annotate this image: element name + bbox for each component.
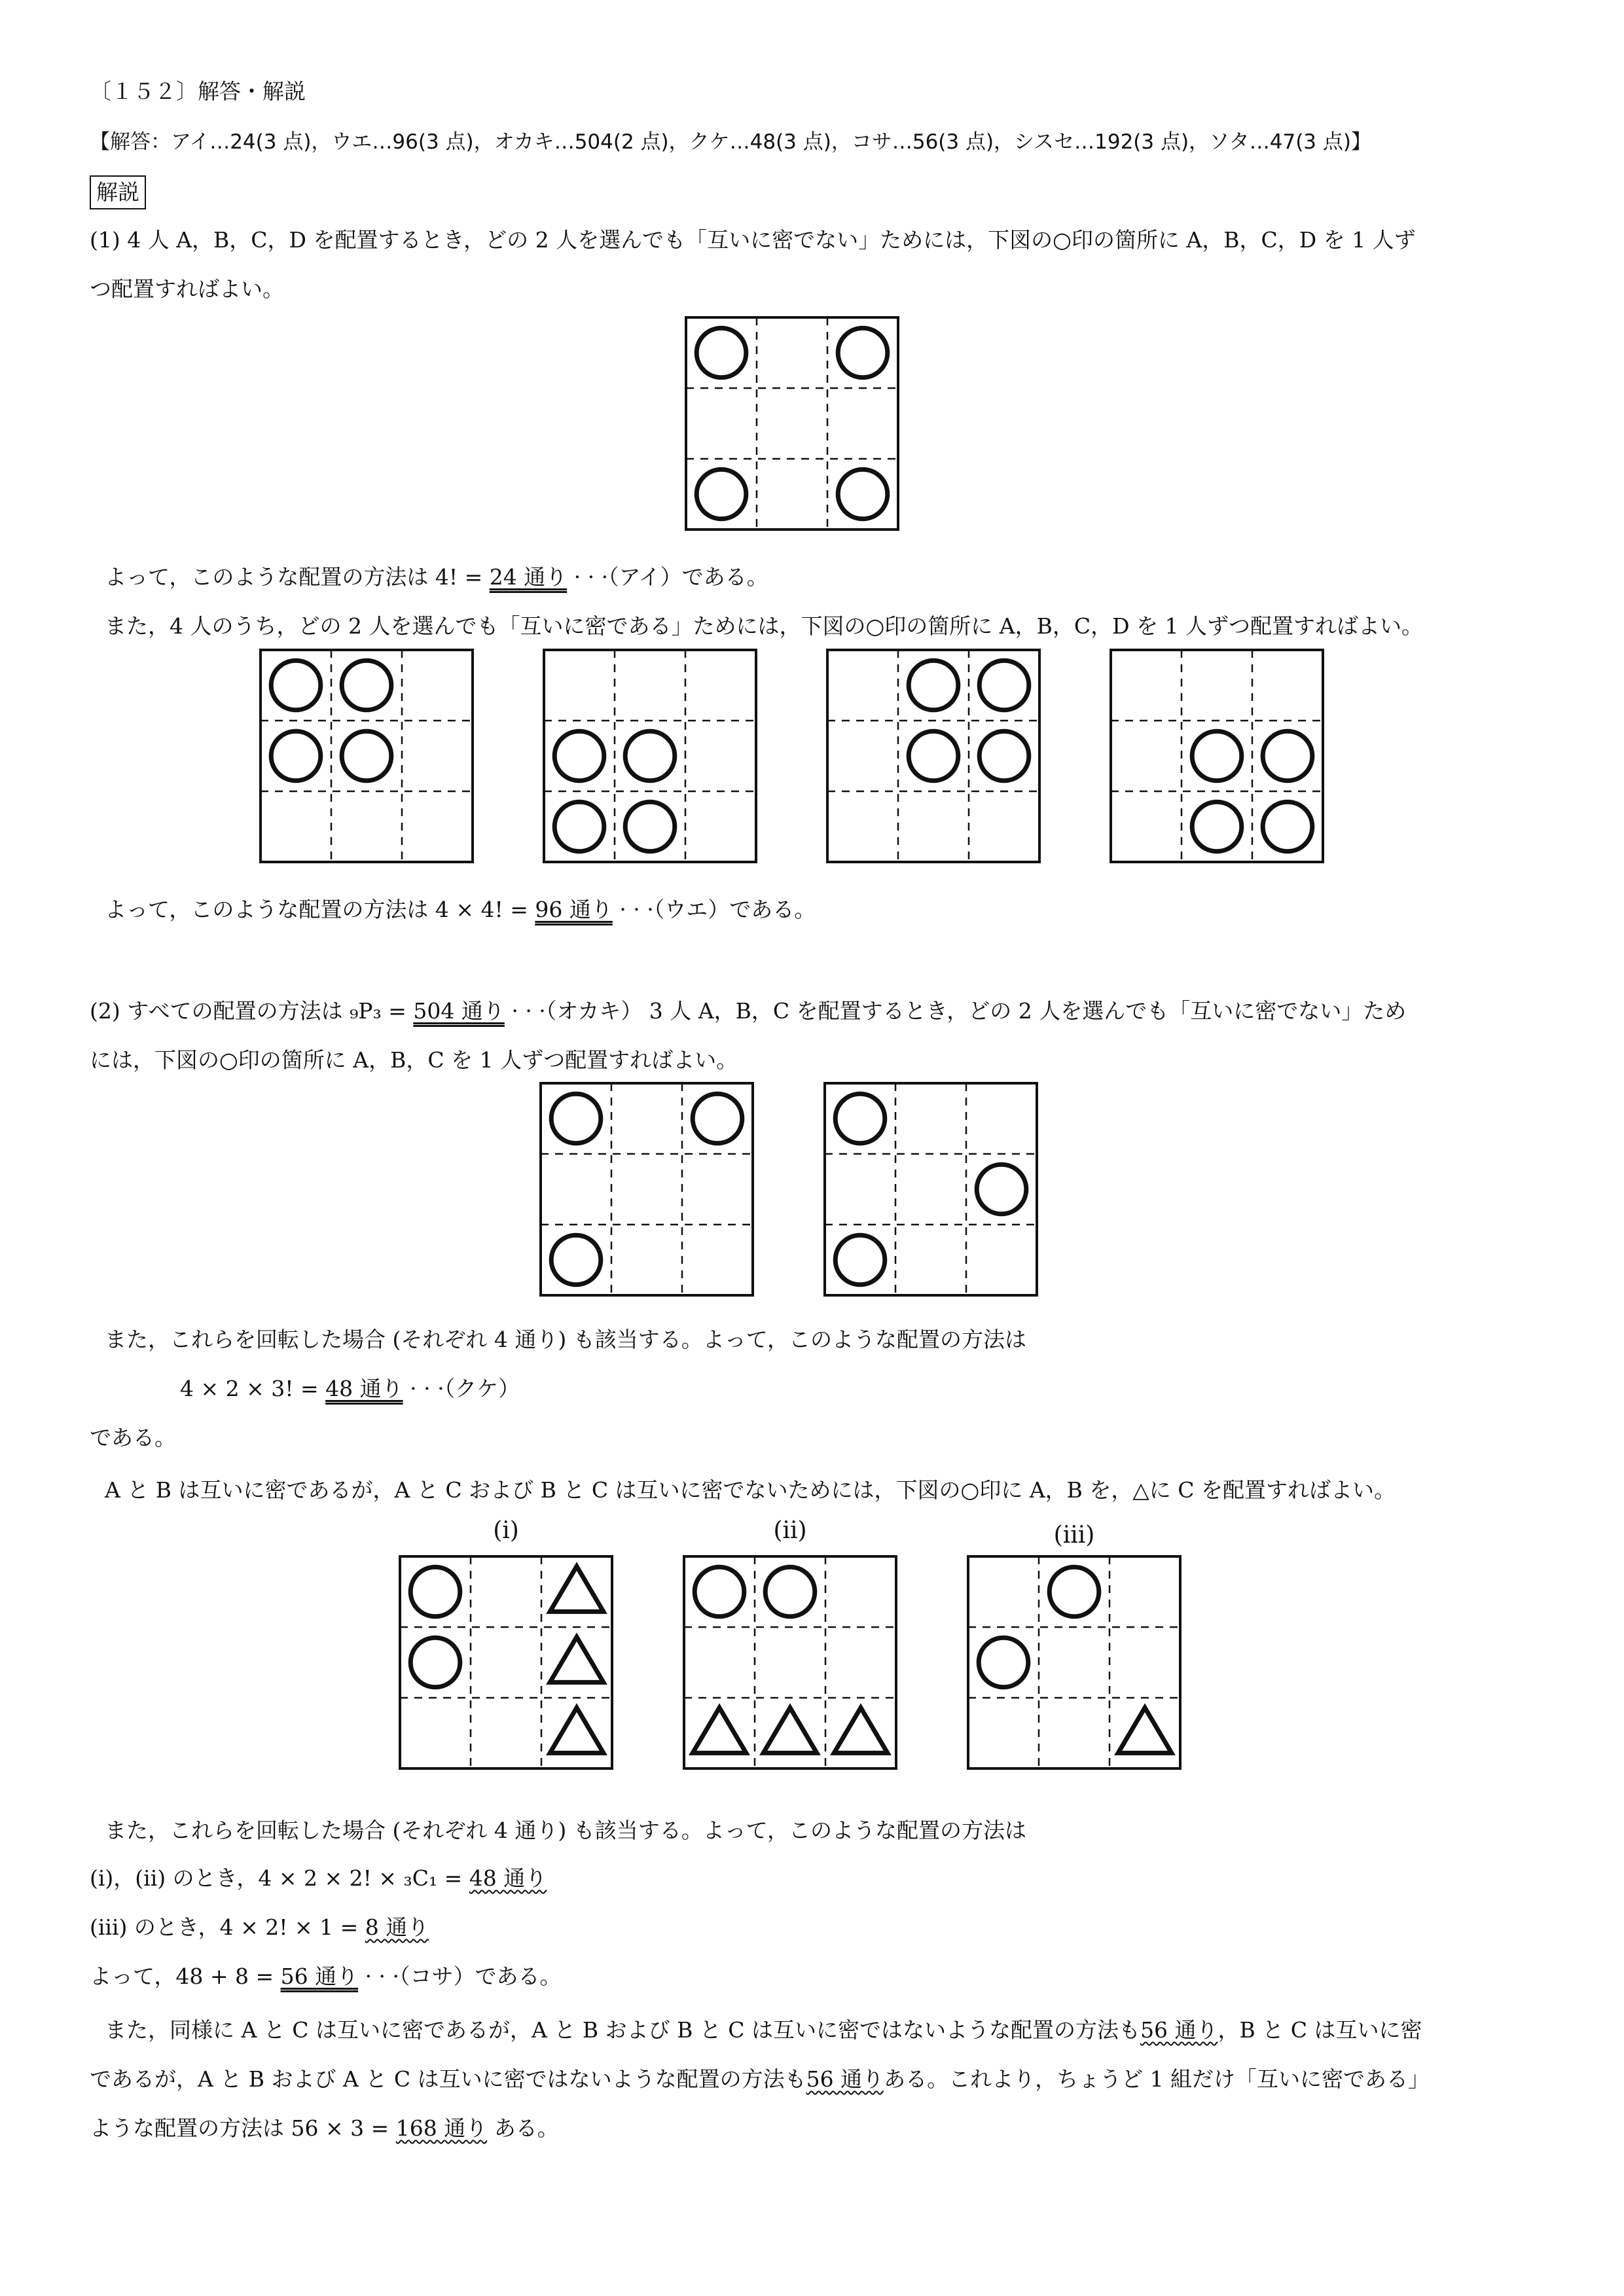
last2-value: 56 通り — [806, 2066, 884, 2092]
circle-mark-icon — [979, 1638, 1028, 1687]
circle-mark-icon — [909, 660, 958, 710]
grid-border — [544, 650, 756, 862]
part2-ab-line: A と B は互いに密であるが，A と C および B と C は互いに密でないためには，下図の○印に A，B を，△に C を配置すればよい。 — [105, 1477, 1396, 1503]
circle-mark-icon — [838, 469, 888, 519]
triangle-mark-icon — [1118, 1708, 1172, 1753]
last3-value: 168 通り — [395, 2115, 488, 2141]
grid-border — [827, 650, 1039, 862]
part1-intro-b: つ配置すればよい。 — [90, 276, 284, 302]
circle-mark-icon — [835, 1094, 885, 1143]
caption-i: (i) — [493, 1517, 519, 1544]
grid-diagram-5 — [1109, 648, 1325, 864]
grid-border — [541, 1083, 753, 1295]
part2-rot2: また，これらを回転した場合 (それぞれ 4 通り) も該当する。よって，このような配置の方法は — [105, 1818, 1027, 1843]
triangle-mark-icon — [550, 1637, 604, 1682]
circle-mark-icon — [1192, 802, 1242, 852]
part1-result2: よって，このような配置の方法は 4 × 4! = 96 通り · · ·（ウエ）である。 — [105, 897, 816, 922]
part2-sum: よって，48 + 8 = 56 通り · · ·（コサ）である。 — [90, 1964, 562, 1989]
circle-mark-icon — [765, 1567, 815, 1617]
grid-diagram-1 — [684, 315, 900, 531]
circle-mark-icon — [625, 731, 675, 781]
circle-mark-icon — [696, 328, 746, 378]
part2-calc: 4 × 2 × 3! = 48 通り · · ·（クケ） — [180, 1376, 520, 1401]
part2-dearu: である。 — [90, 1425, 176, 1450]
grid-border — [686, 317, 898, 529]
circle-mark-icon — [977, 1164, 1026, 1214]
grid-diagram-ii — [682, 1554, 898, 1770]
case3-value: 8 通り — [365, 1914, 429, 1940]
part1-mid: また，4 人のうち，どの 2 人を選んでも「互いに密である」ためには，下図の○印の箇所に A，B，C，D を 1 人ずつ配置すればよい。 — [105, 613, 1423, 639]
circle-mark-icon — [625, 802, 675, 852]
grid-diagram-2 — [259, 648, 475, 864]
part2-last3: ような配置の方法は 56 × 3 = 168 通り ある。 — [90, 2115, 559, 2141]
answer-56: 56 通り — [280, 1964, 359, 1989]
case12-value: 48 通り — [469, 1865, 547, 1891]
circle-mark-icon — [410, 1567, 460, 1617]
circle-mark-icon — [696, 469, 746, 519]
part2-case12: (i)，(ii) のとき，4 × 2 × 2! × ₃C₁ = 48 通り — [90, 1865, 547, 1891]
answer-48: 48 通り — [325, 1376, 403, 1401]
circle-mark-icon — [979, 660, 1029, 710]
part2-intro-b: には，下図の○印の箇所に A，B，C を 1 人ずつ配置すればよい。 — [90, 1047, 738, 1073]
grid-border — [825, 1083, 1037, 1295]
triangle-mark-icon — [763, 1708, 817, 1753]
answer-summary: 【解答：アイ…24(3 点)，ウエ…96(3 点)，オカキ…504(2 点)，クケ…48(3 点)，コサ…56(3 点)，シスセ…192(3 点)，ソタ…47(3 点)】 — [90, 130, 1371, 154]
circle-mark-icon — [410, 1638, 460, 1687]
grid-diagram-3 — [542, 648, 758, 864]
triangle-mark-icon — [550, 1566, 604, 1611]
circle-mark-icon — [838, 328, 888, 378]
part1-intro-a: (1) 4 人 A，B，C，D を配置するとき，どの 2 人を選んでも「互いに密でない」ためには，下図の○印の箇所に A，B，C，D を 1 人ず — [90, 227, 1416, 253]
triangle-mark-icon — [834, 1708, 888, 1753]
last1-value: 56 通り — [1140, 2017, 1218, 2043]
grid-diagram-iii — [966, 1554, 1182, 1770]
circle-mark-icon — [342, 731, 391, 781]
grid-border — [968, 1556, 1180, 1768]
answer-24: 24 通り — [489, 564, 568, 590]
circle-mark-icon — [1263, 802, 1312, 852]
part2-last2: であるが，A と B および A と C は互いに密ではないような配置の方法も56 通りある。これより，ちょうど 1 組だけ「互いに密である」 — [90, 2066, 1430, 2092]
grid-border — [684, 1556, 896, 1768]
triangle-mark-icon — [693, 1708, 746, 1753]
circle-mark-icon — [554, 731, 604, 781]
grid-diagram-4 — [825, 648, 1041, 864]
circle-mark-icon — [909, 731, 958, 781]
header-title: 〔１５２〕解答・解説 — [90, 79, 306, 104]
circle-mark-icon — [693, 1094, 742, 1143]
caption-iii: (iii) — [1053, 1522, 1095, 1549]
circle-mark-icon — [551, 1235, 601, 1285]
circle-mark-icon — [271, 731, 321, 781]
circle-mark-icon — [695, 1567, 744, 1617]
part2-rot1: また，これらを回転した場合 (それぞれ 4 通り) も該当する。よって，このような配置の方法は — [105, 1327, 1027, 1352]
grid-border — [400, 1556, 612, 1768]
circle-mark-icon — [1263, 731, 1312, 781]
triangle-mark-icon — [550, 1708, 604, 1753]
grid-diagram-6 — [539, 1081, 755, 1297]
kaisetsu-label-wrap — [90, 175, 146, 209]
answer-96: 96 通り — [535, 897, 613, 922]
answer-504: 504 通り — [413, 998, 505, 1024]
circle-mark-icon — [835, 1235, 885, 1285]
part2-intro: (2) すべての配置の方法は ₉P₃ = 504 通り · · ·（オカキ） 3 人 A，B，C を配置するとき，どの 2 人を選んでも「互いに密でない」ため — [90, 998, 1407, 1024]
circle-mark-icon — [271, 660, 321, 710]
circle-mark-icon — [1049, 1567, 1099, 1617]
grid-diagram-i — [398, 1554, 614, 1770]
circle-mark-icon — [979, 731, 1029, 781]
grid-border — [261, 650, 473, 862]
kaisetsu-label: 解説 — [90, 175, 146, 209]
caption-ii: (ii) — [773, 1517, 807, 1544]
part1-result1: よって，このような配置の方法は 4! = 24 通り · · ·（アイ）である。 — [105, 564, 768, 590]
circle-mark-icon — [342, 660, 391, 710]
part2-case3: (iii) のとき，4 × 2! × 1 = 8 通り — [90, 1914, 429, 1940]
grid-border — [1111, 650, 1323, 862]
grid-diagram-7 — [823, 1081, 1039, 1297]
circle-mark-icon — [554, 802, 604, 852]
circle-mark-icon — [551, 1094, 601, 1143]
circle-mark-icon — [1192, 731, 1242, 781]
part2-last1: また，同様に A と C は互いに密であるが，A と B および B と C は互いに密ではないような配置の方法も56 通り，B と C は互いに密 — [105, 2017, 1422, 2043]
